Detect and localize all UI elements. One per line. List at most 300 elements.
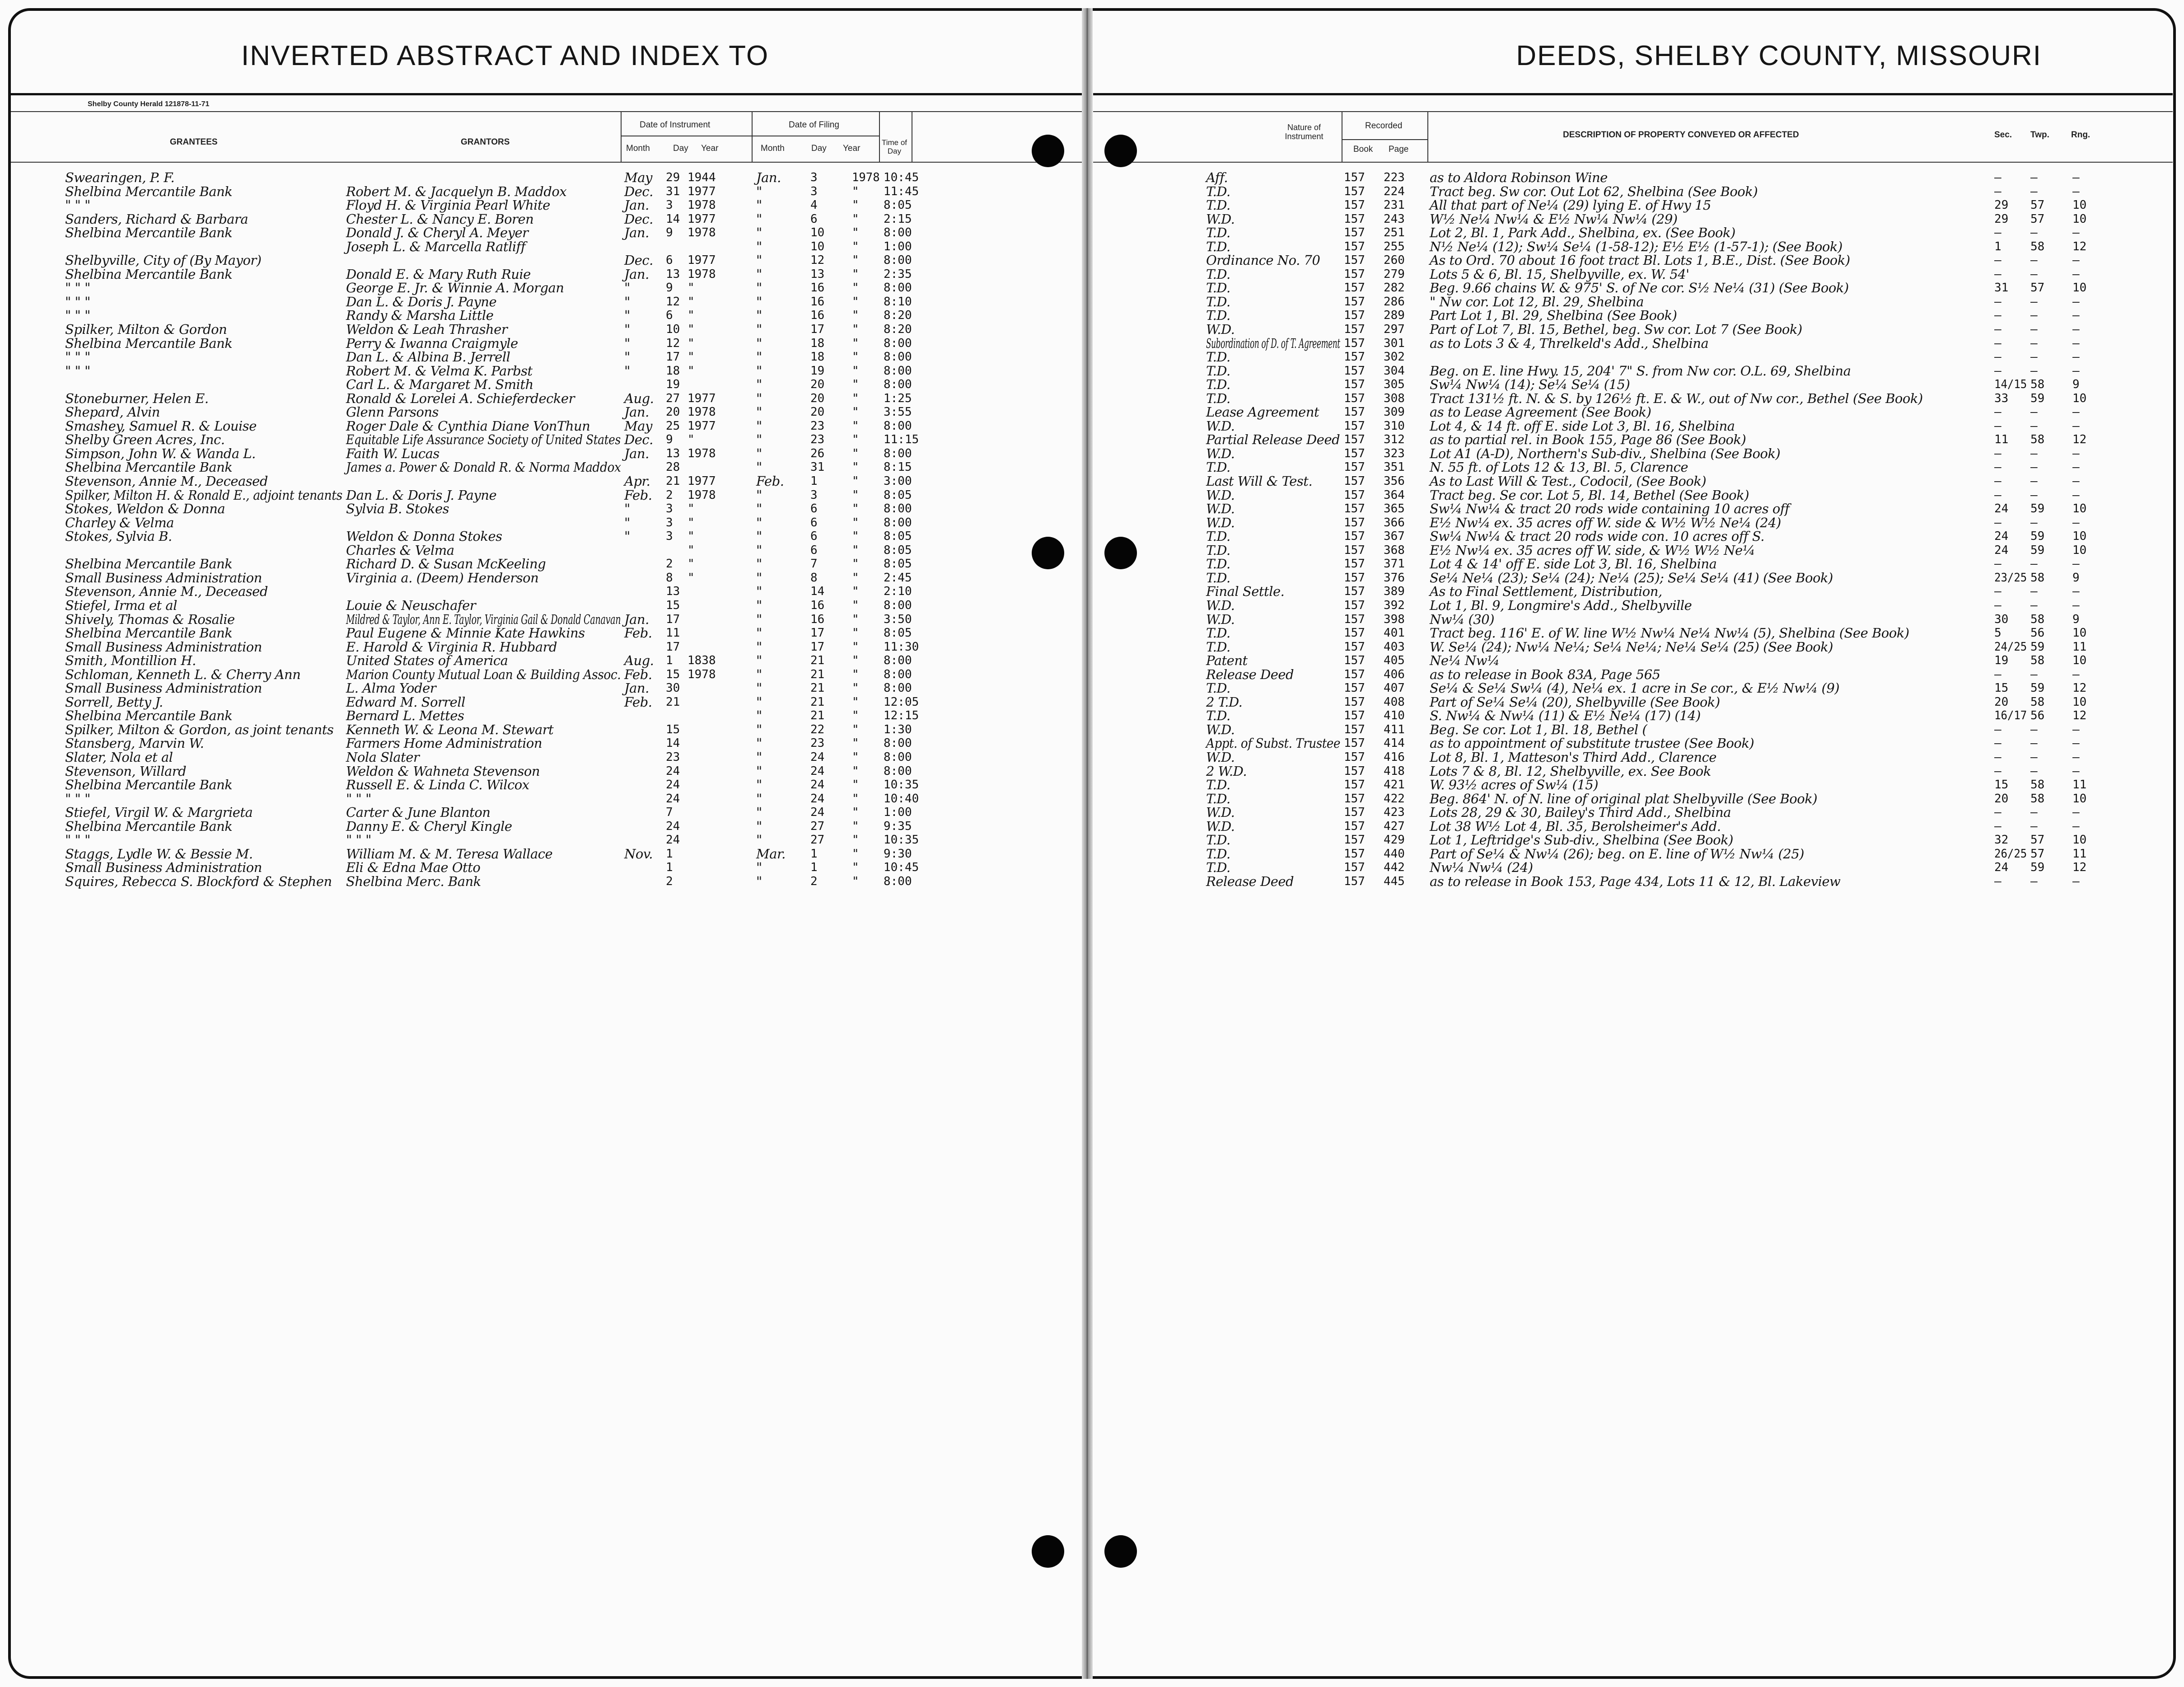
range-number: —: [2072, 474, 2080, 488]
filing-month: ": [756, 349, 762, 365]
page-number: 414: [1384, 736, 1405, 750]
filing-year: ": [852, 336, 859, 350]
deed-row: [1093, 640, 2173, 654]
instrument-year: ": [687, 364, 695, 378]
section-number: —: [1994, 736, 2002, 750]
filing-day: 12: [810, 253, 825, 267]
filing-year: ": [852, 226, 859, 240]
index-row: [11, 750, 1089, 764]
description-header: DESCRIPTION OF PROPERTY CONVEYED OR AFFECTED: [1563, 130, 1799, 140]
filing-year: ": [852, 460, 859, 474]
instrument-day: 9: [666, 433, 673, 447]
page-number: 308: [1384, 391, 1405, 405]
property-description: Lot 8, Bl. 1, Matteson's Third Add., Clarence: [1430, 749, 1716, 765]
township-number: 58: [2030, 612, 2045, 626]
filing-month: ": [756, 322, 762, 337]
township-number: —: [2030, 253, 2038, 267]
filing-time: 2:15: [884, 212, 912, 226]
book-number: 157: [1344, 750, 1365, 764]
filing-day: 18: [810, 336, 825, 350]
instrument-day: 23: [666, 750, 680, 764]
section-number: 24: [1994, 502, 2009, 516]
instrument-month: Dec.: [624, 253, 653, 268]
filing-month: ": [756, 418, 762, 434]
instrument-day: 27: [666, 391, 680, 405]
filing-month: ": [756, 225, 762, 241]
page-number: 260: [1384, 253, 1405, 267]
filing-year: ": [852, 626, 859, 640]
index-row: [11, 695, 1089, 709]
book-number: 157: [1344, 778, 1365, 792]
page-number: 427: [1384, 819, 1405, 833]
instrument-day: 21: [666, 474, 680, 488]
page-number: 416: [1384, 750, 1405, 764]
grantee-name: Small Business Administration: [65, 860, 262, 876]
deed-row: [1093, 295, 2173, 309]
grantor-name: Randy & Marsha Little: [346, 308, 494, 323]
index-row: [11, 585, 1089, 599]
filing-month: ": [756, 584, 762, 600]
filing-year: ": [852, 819, 859, 833]
filing-year: ": [852, 874, 859, 888]
filing-time: 10:45: [884, 861, 919, 875]
deed-row: [1093, 778, 2173, 792]
page-number: 289: [1384, 309, 1405, 323]
filing-month: ": [756, 390, 762, 406]
property-description: as to release in Book 153, Page 434, Lots 11 & 12, Bl. Lakeview: [1430, 873, 1841, 889]
index-row: [11, 267, 1089, 281]
section-number: —: [1994, 309, 2002, 323]
range-number: 10: [2072, 198, 2087, 212]
filing-day: 10: [810, 226, 825, 240]
property-description: W. Se¼ (24); Nw¼ Ne¼; Se¼ Ne¼; Ne¼ Se¼ (25) (See Book): [1430, 639, 1833, 655]
instrument-year: ": [687, 295, 695, 309]
instrument-month: ": [624, 529, 630, 544]
range-number: —: [2072, 874, 2080, 888]
deed-row: [1093, 681, 2173, 695]
filing-day: 8: [810, 571, 818, 585]
filing-month: ": [756, 404, 762, 420]
range-number: —: [2072, 253, 2080, 267]
page-number: 408: [1384, 695, 1405, 709]
filing-time: 8:00: [884, 378, 912, 392]
deed-row: [1093, 530, 2173, 544]
grantee-name: Stoneburner, Helen E.: [65, 390, 209, 406]
instrument-nature: W.D.: [1206, 501, 1235, 517]
range-number: 12: [2072, 709, 2087, 723]
filing-day: 3: [810, 488, 818, 502]
binder-hole: [1104, 1535, 1137, 1568]
grantee-name: " " ": [65, 832, 90, 848]
filing-time: 3:00: [884, 474, 912, 488]
instrument-nature: Ordinance No. 70: [1206, 253, 1320, 268]
filing-time: 11:30: [884, 640, 919, 654]
filing-month: ": [756, 445, 762, 461]
grantor-name: Donald J. & Cheryl A. Meyer: [346, 225, 528, 241]
property-description: Se¼ & Se¼ Sw¼ (4), Ne¼ ex. 1 acre in Se cor., & E½ Nw¼ (9): [1430, 680, 1840, 696]
instrument-month: Feb.: [624, 625, 652, 641]
filing-time: 1:25: [884, 391, 912, 405]
filing-year: ": [852, 433, 859, 447]
grantee-name: Smith, Montillion H.: [65, 653, 196, 669]
range-number: 9: [2072, 378, 2080, 392]
grantee-name: Shelbina Mercantile Bank: [65, 183, 233, 199]
range-number: —: [2072, 184, 2080, 198]
section-number: —: [1994, 446, 2002, 460]
deed-row: [1093, 488, 2173, 502]
index-row: [11, 212, 1089, 226]
filing-time: 8:05: [884, 198, 912, 212]
date-of-filing-header: Date of Filing: [789, 120, 839, 130]
filing-day: 21: [810, 681, 825, 695]
book-number: 157: [1344, 654, 1365, 668]
filing-day: 1: [810, 474, 818, 488]
deed-row: [1093, 226, 2173, 240]
filing-time: 8:00: [884, 419, 912, 433]
grantee-name: Small Business Administration: [65, 680, 262, 696]
instrument-day: 2: [666, 874, 673, 888]
grantor-name: Nola Slater: [346, 749, 420, 765]
book-number: 157: [1344, 515, 1365, 530]
instrument-day: 1: [666, 654, 673, 668]
filing-day: 16: [810, 295, 825, 309]
range-number: —: [2072, 323, 2080, 337]
filing-day: 3: [810, 171, 818, 184]
instrument-nature: T.D.: [1206, 197, 1230, 213]
instrument-month: Jan.: [624, 445, 649, 461]
filing-year: ": [852, 709, 859, 723]
instrument-nature: T.D.: [1206, 680, 1230, 696]
index-row: [11, 240, 1089, 254]
filing-day: 22: [810, 722, 825, 736]
instrument-nature: T.D.: [1206, 266, 1230, 282]
deed-row: [1093, 806, 2173, 820]
instrument-year: 1977: [687, 474, 716, 488]
instrument-month: Jan.: [624, 266, 649, 282]
range-number: —: [2072, 336, 2080, 350]
filing-year: ": [852, 515, 859, 530]
instrument-year: ": [687, 336, 695, 350]
filing-time: 8:20: [884, 323, 912, 337]
instrument-year: ": [687, 530, 695, 544]
filing-month: ": [756, 253, 762, 268]
range-number: 10: [2072, 391, 2087, 405]
instrument-day: 3: [666, 502, 673, 516]
index-row: [11, 460, 1089, 474]
deed-row: [1093, 820, 2173, 834]
property-description: Sw¼ Nw¼ & tract 20 rods wide containing 10 acres off: [1430, 501, 1790, 517]
index-row: [11, 419, 1089, 433]
grantee-name: Shelby Green Acres, Inc.: [65, 432, 225, 448]
book-number: 157: [1344, 792, 1365, 806]
property-description: Nw¼ Nw¼ (24): [1430, 860, 1533, 876]
deed-row: [1093, 198, 2173, 212]
range-number: —: [2072, 295, 2080, 309]
deed-row: [1093, 599, 2173, 613]
page-number: 440: [1384, 847, 1405, 861]
filing-time: 8:00: [884, 654, 912, 668]
section-number: 5: [1994, 626, 2002, 640]
filing-month: ": [756, 736, 762, 751]
section-number: —: [1994, 557, 2002, 571]
instrument-nature: Partial Release Deed: [1206, 432, 1340, 448]
instrument-day: 14: [666, 212, 680, 226]
filing-day: 21: [810, 667, 825, 681]
township-number: 58: [2030, 792, 2045, 806]
filing-time: 12:05: [884, 695, 919, 709]
page-number: 376: [1384, 571, 1405, 585]
filing-year: ": [852, 612, 859, 626]
range-number: 10: [2072, 695, 2087, 709]
deed-row: [1093, 764, 2173, 778]
filing-day: 6: [810, 212, 818, 226]
filing-day: 23: [810, 419, 825, 433]
property-description: as to appointment of substitute trustee (See Book): [1430, 736, 1754, 751]
section-number: 19: [1994, 654, 2009, 668]
filing-day: 20: [810, 378, 825, 392]
township-number: —: [2030, 515, 2038, 530]
deed-row: [1093, 557, 2173, 571]
filing-year: ": [852, 736, 859, 750]
filing-year: ": [852, 792, 859, 806]
filing-day: 2: [810, 874, 818, 888]
township-number: 58: [2030, 778, 2045, 792]
book-number: 157: [1344, 709, 1365, 723]
section-number: —: [1994, 488, 2002, 502]
grantee-name: Stevenson, Annie M., Deceased: [65, 584, 268, 600]
section-number: —: [1994, 226, 2002, 240]
instrument-nature: T.D.: [1206, 556, 1230, 572]
filing-day: 1: [810, 861, 818, 875]
section-number: —: [1994, 336, 2002, 350]
filing-day: 6: [810, 543, 818, 557]
township-number: —: [2030, 764, 2038, 778]
page-number: 421: [1384, 778, 1405, 792]
filing-day: 27: [810, 819, 825, 833]
township-number: 56: [2030, 709, 2045, 723]
instrument-month: Jan.: [624, 197, 649, 213]
index-row: [11, 405, 1089, 419]
filing-month: ": [756, 363, 762, 379]
grantor-name: Farmers Home Administration: [346, 736, 542, 751]
deed-row: [1093, 378, 2173, 392]
filing-month: ": [756, 377, 762, 393]
instrument-nature: T.D.: [1206, 570, 1230, 586]
page-number: 312: [1384, 433, 1405, 447]
filing-day: 31: [810, 460, 825, 474]
book-number: 157: [1344, 281, 1365, 295]
grantee-name: Shelbina Mercantile Bank: [65, 335, 233, 351]
instrument-nature: T.D.: [1206, 625, 1230, 641]
instrument-year: 1977: [687, 212, 716, 226]
filing-month: ": [756, 542, 762, 558]
right-page: [1093, 8, 2173, 1679]
filing-month: ": [756, 791, 762, 806]
book-number: 157: [1344, 239, 1365, 253]
grantor-name: Louie & Neuschafer: [346, 597, 476, 613]
range-number: 11: [2072, 847, 2087, 861]
instrument-nature: T.D.: [1206, 846, 1230, 862]
instrument-nature: T.D.: [1206, 280, 1230, 296]
township-number: —: [2030, 488, 2038, 502]
left-page-title: INVERTED ABSTRACT AND INDEX TO: [241, 40, 769, 71]
filing-month: Mar.: [756, 846, 786, 862]
grantor-name: George E. Jr. & Winnie A. Morgan: [346, 280, 564, 296]
col-divider: [1342, 139, 1427, 140]
book-number: 157: [1344, 571, 1365, 585]
filing-day: 10: [810, 239, 825, 253]
filing-day: 23: [810, 736, 825, 750]
grantor-name: Eli & Edna Mae Otto: [346, 860, 481, 876]
grantor-name: Edward M. Sorrell: [346, 694, 465, 710]
instrument-nature: Lease Agreement: [1206, 404, 1319, 420]
index-row: [11, 530, 1089, 544]
filing-time: 1:30: [884, 722, 912, 736]
title-rule: [1093, 93, 2173, 95]
instrument-nature: Final Settle.: [1206, 584, 1285, 600]
section-number: —: [1994, 598, 2002, 612]
instrument-month: ": [624, 294, 630, 309]
book-number: 157: [1344, 212, 1365, 226]
deed-description-rows: [1093, 171, 2173, 888]
filing-time: 8:00: [884, 750, 912, 764]
township-number: 57: [2030, 833, 2045, 847]
filing-time: 11:15: [884, 433, 919, 447]
instrument-year-header: Year: [701, 144, 719, 153]
section-number: 29: [1994, 198, 2009, 212]
deed-row: [1093, 212, 2173, 226]
page-number: 223: [1384, 171, 1405, 184]
property-description: Lots 28, 29 & 30, Bailey's Third Add., Shelbina: [1430, 805, 1731, 820]
instrument-day: 7: [666, 806, 673, 820]
filing-year: ": [852, 378, 859, 392]
index-row: [11, 185, 1089, 199]
township-number: 57: [2030, 198, 2045, 212]
filing-day: 21: [810, 654, 825, 668]
book-number: 157: [1344, 253, 1365, 267]
instrument-day: 30: [666, 681, 680, 695]
book-number: 157: [1344, 419, 1365, 433]
section-number: —: [1994, 323, 2002, 337]
deed-row: [1093, 654, 2173, 668]
page-number: 366: [1384, 515, 1405, 530]
page-number: 279: [1384, 267, 1405, 281]
grantee-name: Shelbina Mercantile Bank: [65, 266, 233, 282]
instrument-year: ": [687, 502, 695, 516]
instrument-day: 24: [666, 764, 680, 778]
range-number: 11: [2072, 778, 2087, 792]
instrument-year: ": [687, 543, 695, 557]
deed-row: [1093, 447, 2173, 461]
deed-row: [1093, 695, 2173, 709]
filing-day: 17: [810, 323, 825, 337]
grantee-name: Shelbina Mercantile Bank: [65, 556, 233, 572]
filing-year: ": [852, 654, 859, 668]
property-description: Lots 5 & 6, Bl. 15, Shelbyville, ex. W. 54': [1430, 266, 1689, 282]
section-number: 26/25: [1994, 847, 2027, 861]
grantee-name: Small Business Administration: [65, 570, 262, 586]
filing-day: 24: [810, 806, 825, 820]
index-row: [11, 337, 1089, 351]
range-number: —: [2072, 722, 2080, 736]
filing-year: ": [852, 212, 859, 226]
filing-time: 8:00: [884, 336, 912, 350]
filing-year: ": [852, 488, 859, 502]
grantee-name: Spilker, Milton H. & Ronald E., adjoint tenants: [65, 487, 342, 503]
filing-day: 20: [810, 391, 825, 405]
deed-row: [1093, 433, 2173, 447]
instrument-year: 1977: [687, 419, 716, 433]
binder-hole: [1104, 135, 1137, 167]
township-number: —: [2030, 474, 2038, 488]
property-description: All that part of Ne¼ (29) lying E. of Hwy 15: [1430, 197, 1711, 213]
range-number: 12: [2072, 239, 2087, 253]
filing-time: 3:55: [884, 405, 912, 419]
filing-time: 2:35: [884, 267, 912, 281]
instrument-nature: W.D.: [1206, 487, 1235, 503]
grantor-name: Perry & Iwanna Craigmyle: [346, 335, 518, 351]
instrument-nature: Release Deed: [1206, 666, 1294, 682]
instrument-nature: W.D.: [1206, 597, 1235, 613]
instrument-day: 20: [666, 405, 680, 419]
grantor-name: Dan L. & Albina B. Jerrell: [346, 349, 510, 365]
grantor-name: Charles & Velma: [346, 542, 454, 558]
page-number: 429: [1384, 833, 1405, 847]
instrument-day: 17: [666, 612, 680, 626]
township-number: 59: [2030, 543, 2045, 557]
township-number: 59: [2030, 681, 2045, 695]
grantee-name: Simpson, John W. & Wanda L.: [65, 445, 256, 461]
deed-row: [1093, 405, 2173, 419]
page-number: 286: [1384, 295, 1405, 309]
instrument-month: ": [624, 308, 630, 323]
filing-year: ": [852, 267, 859, 281]
property-description: Beg. 9.66 chains W. & 975' S. of Ne cor. S½ Ne¼ (31) (See Book): [1430, 280, 1849, 296]
filing-time: 8:00: [884, 364, 912, 378]
filing-day: 16: [810, 612, 825, 626]
grantor-name: Joseph L. & Marcella Ratliff: [346, 239, 526, 254]
grantee-name: Spilker, Milton & Gordon: [65, 322, 227, 337]
instrument-nature: Appt. of Subst. Trustee: [1206, 736, 1341, 751]
grantor-name: Sylvia B. Stokes: [346, 501, 449, 517]
book-number: 157: [1344, 378, 1365, 392]
deed-row: [1093, 267, 2173, 281]
instrument-month: Apr.: [624, 473, 650, 489]
filing-year: ": [852, 861, 859, 875]
section-number: 14/15: [1994, 378, 2027, 392]
filing-month: ": [756, 832, 762, 848]
index-row: [11, 571, 1089, 585]
filing-year: ": [852, 750, 859, 764]
filing-month: ": [756, 570, 762, 586]
filing-year: ": [852, 722, 859, 736]
filing-month: ": [756, 501, 762, 517]
filing-time: 10:40: [884, 792, 919, 806]
deed-row: [1093, 544, 2173, 558]
township-number: 58: [2030, 654, 2045, 668]
instrument-day: 15: [666, 667, 680, 681]
instrument-year: 1977: [687, 253, 716, 267]
grantee-name: Staggs, Lydle W. & Bessie M.: [65, 846, 253, 862]
grantor-name: Carter & June Blanton: [346, 805, 491, 820]
filing-year: ": [852, 391, 859, 405]
grantee-name: Shelbyville, City of (By Mayor): [65, 253, 262, 268]
index-row: [11, 557, 1089, 571]
index-row: [11, 378, 1089, 392]
page-number: 301: [1384, 336, 1405, 350]
filing-month: ": [756, 294, 762, 309]
section-number: —: [1994, 806, 2002, 820]
